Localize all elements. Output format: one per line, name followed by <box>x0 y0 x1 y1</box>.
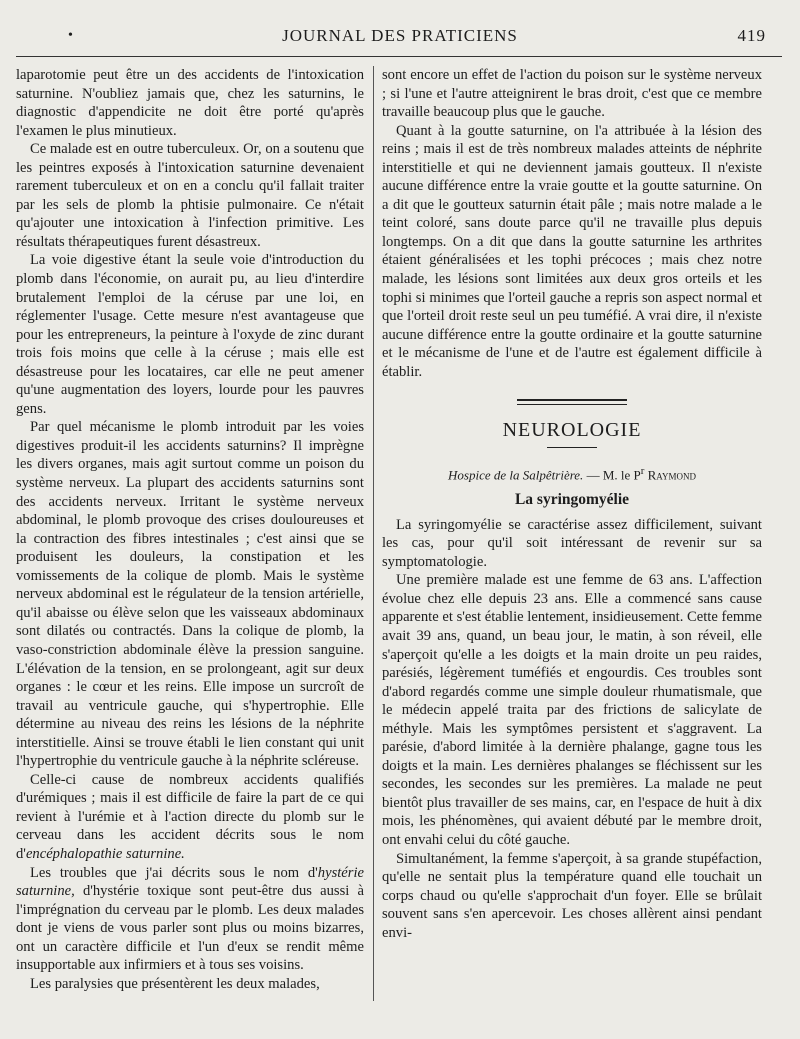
byline-separator: — M. le P <box>583 467 641 483</box>
paragraph: Simultanément, la femme s'aperçoit, à sa grande stupéfaction, qu'elle ne sentait plus la température quand elle touchait un corps chaud ou qu'elle s'approchait d'un foyer. Elle se brûlait souvent sans s'en apercevoir. Les choses allèrent ainsi pendant envi- <box>382 850 762 941</box>
header-ornament: • <box>68 28 74 43</box>
section-rule <box>517 399 627 405</box>
italic-term: hystérie saturnine, <box>16 864 364 900</box>
paragraph: sont encore un effet de l'action du poison sur le système nerveux ; si l'une et l'autre atteignirent le bras droit, c'est que ce membre travaille beaucoup plus que le gauche. <box>382 67 762 121</box>
paragraph <box>16 864 364 975</box>
section-underline <box>547 447 597 448</box>
left-column <box>16 66 364 993</box>
paragraph: Par quel mécanisme le plomb introduit par les voies digestives produit-il les accidents saturnins? Il imprègne les divers organes, mais agit surtout comme un poison du système nerveux. La plupart des accidents saturnins sont des accidents nerveux. Irritant le système nerveux abdominal, le plomb provoque des crises douloureuses et la contraction des fibres intestinales ; c'est ainsi que se produisent les douleurs, la constipation et les vomissements de la colique de plomb. Mais le système nerveux abdominal est le régulateur de la tension artérielle, qu'il abaisse ou élève selon que les vaisseaux abdominaux sont dilatés ou contractés. Dans la colique de plomb, la vaso-constriction abdominale élève la pression sanguine. L'élévation de la tension, en se prolongeant, agit sur deux organes : le cœur et les reins. Elle impose un surcroît de travail au ventricule gauche, qui s'hypertrophie. Elle détermine au niveau des reins les lésions de la néphrite interstitielle. Ainsi se trouve établi le lien constant qui unit l'hypertrophie du ventricule gauche à la néphrite scléreuse. <box>16 419 364 770</box>
byline-hospital: Hospice de la Salpêtrière. <box>448 467 584 483</box>
header-rule <box>16 56 782 57</box>
paragraph: Ce malade est en outre tuberculeux. Or, on a soutenu que les peintres exposés à l'intoxication saturnine devenaient rarement tuberculeux et on en a conclu qu'il fallait traiter par les sels de plomb la phtisie pulmonaire. Ce n'était qu'ajouter une intoxication à l'infection primitive. Les résultats thérapeutiques furent désastreux. <box>16 141 364 250</box>
paragraph-text: Celle-ci cause de nombreux accidents qualifiés d'urémiques ; mais il est difficile de faire la part de ce qui revient à l'urémie et à l'action directe du plomb sur le cerveau dans les accident décrits sous le nom d' <box>16 771 364 862</box>
byline-superscript: r <box>640 465 645 478</box>
paragraph: Les paralysies que présentèrent les deux malades, <box>30 975 320 992</box>
paragraph: La syringomyélie se caractérise assez difficilement, suivant les cas, pour qu'il soit intéressant de revenir sur sa symptomatologie. <box>382 516 762 570</box>
paragraph: La voie digestive étant la seule voie d'introduction du plomb dans l'économie, on aurait pu, au lieu d'interdire brutalement l'emploi de la céruse par une loi, en réglementer l'usage. Cette mesure n'est avantageuse que pour les entrepreneurs, la peinture à l'oxyde de zinc durant trois fois moins que celle à la céruse ; mais elle est désastreuse pour les locataires, car elle ne peut amener qu'une augmentation des loyers, lourde pour les pauvres gens. <box>16 252 364 417</box>
paragraph-text: Les troubles que j'ai décrits sous le nom d' <box>30 864 318 881</box>
paragraph: laparotomie peut être un des accidents de l'intoxication saturnine. N'oubliez jamais que, chez les saturnins, le diagnostic d'appendicite ne doit être porté qu'après l'examen le plus minutieux. <box>16 67 364 139</box>
article-title: La syringomyélie <box>514 491 630 509</box>
column-divider <box>373 66 374 1001</box>
paragraph: Quant à la goutte saturnine, on l'a attribuée à la lésion des reins ; mais il est de très nombreux malades atteints de néphrite interstitielle et qui ne deviennent jamais goutteux. Il n'existe aucune différence entre la vraie goutte et la goutte saturnine. On a dit que le goutteux saturnin était pâle ; mais notre malade a le teint coloré, sans doute parce qu'il ne travaille plus depuis longtemps. On a dit que dans la goutte saturnine les arthrites étaient généralisées et les tophi précoces ; mais chez notre malade, les lésions sont limitées aux deux gros orteils et les tophi si minimes que l'orteil gauche a repris son aspect normal et que l'orteil droit reste seul un peu tuméfié. A vrai dire, il n'existe aucune différence entre la goutte ordinaire et la goutte saturnine et le mécanisme de l'une et de l'autre est également difficile à établir. <box>382 122 762 380</box>
section-title: NEUROLOGIE <box>502 419 642 442</box>
journal-title: JOURNAL DES PRATICIENS <box>282 26 518 45</box>
right-column <box>382 66 762 942</box>
byline-author: Raymond <box>647 467 696 483</box>
running-header <box>0 26 800 52</box>
paragraph-text: d'hystérie toxique sont peut-être dus aussi à l'imprégnation du cerveau par le plomb. Les deux malades dont je viens de vous parler sont plus ou moins bizarres, ont un caractère difficile et l'un d'eux se rendit même insupportable aux infirmiers et à tous ses voisins. <box>16 883 364 974</box>
paragraph: Une première malade est une femme de 63 ans. L'affection évolue chez elle depuis 23 ans. Elle a commencé sans cause apparente et s'est établie lentement, insidieusement. Cette femme avait 39 ans, quand, un beau jour, le matin, à son réveil, elle s'aperçoit qu'elle a les doigts et la main droite un peu raides, parésiés, légèrement tuméfiés et engourdis. Ces troubles sont d'abord regardés comme une simple douleur rhumatismale, que le médecin appelé traita par des frictions de salicylate de méthyle. Mais les symptômes persistent et s'aggravent. La parésie, d'abord limitée à la dernière phalange, gagne tous les doigts et la main. Les dernières phalanges se fléchissent sur les secondes, les secondes sur les premières. La malade ne peut bientôt plus travailler de ses mains, car, en l'espace de huit à dix mois, les phénomènes, qui avaient débuté par le membre droit, ont envahi celui du côté gauche. <box>382 572 762 849</box>
page-number: 419 <box>737 26 766 45</box>
article-byline <box>382 462 762 485</box>
paragraph <box>16 771 364 864</box>
italic-term: encéphalopathie saturnine. <box>25 845 185 862</box>
